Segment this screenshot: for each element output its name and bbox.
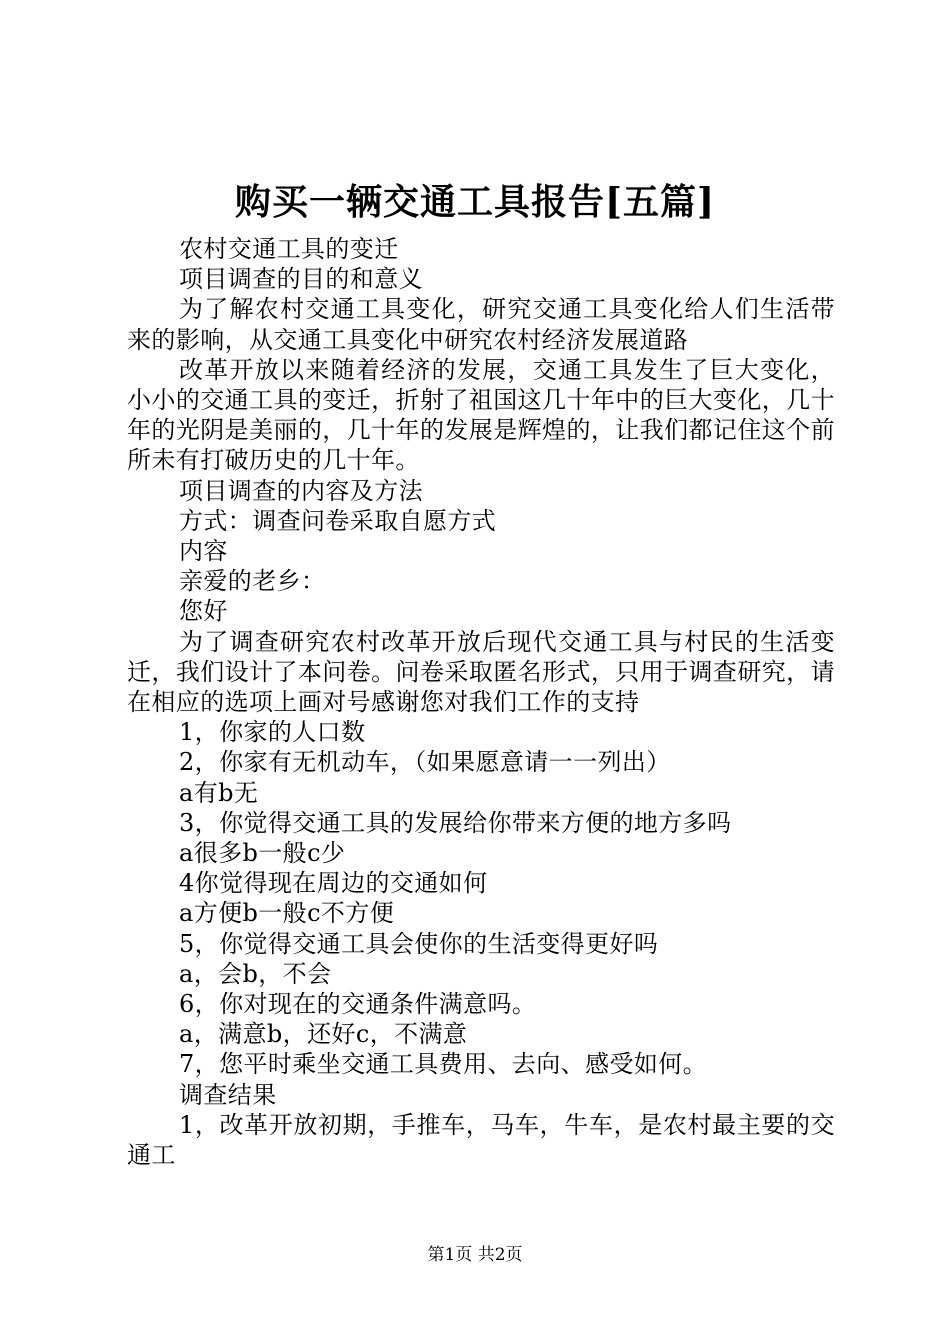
paragraph: 1，你家的人口数: [179, 718, 366, 747]
paragraph: 农村交通工具的变迁: [179, 235, 399, 263]
paragraph: 内容: [179, 537, 228, 566]
paragraph: 2，你家有无机动车，（如果愿意请一一列出）: [179, 748, 671, 777]
paragraph: 项目调查的目的和意义: [179, 265, 423, 294]
paragraph: 改革开放以来随着经济的发展，交通工具发生了巨大变化，小小的交通工具的变迁，折射了祖国这几十年中的巨大变化，几十年的光阴是美丽的，几十年的发展是辉煌的，让我们都记住这个前所未有打破历史的几十年。: [127, 355, 835, 475]
paragraph: a很多b一般c少: [179, 839, 346, 868]
paragraph: 调查结果: [179, 1080, 277, 1109]
paragraph: 1，改革开放初期，手推车，马车，牛车，是农村最主要的交通工: [127, 1110, 835, 1170]
paragraph: 方式：调查问卷采取自愿方式: [179, 506, 497, 535]
paragraph: 7，您平时乘坐交通工具费用、去向、感受如何。: [179, 1050, 708, 1079]
page-number-footer: 第1页 共2页: [427, 1245, 523, 1265]
document-body: [127, 234, 835, 1170]
paragraph: 您好: [179, 597, 228, 626]
paragraph: 为了调查研究农村改革开放后现代交通工具与村民的生活变迁，我们设计了本问卷。问卷采取匿名形式，只用于调查研究，请在相应的选项上画对号感谢您对我们工作的支持: [127, 627, 835, 717]
paragraph: a方便b一般c不方便: [179, 899, 395, 928]
paragraph: a，会b，不会: [179, 959, 332, 988]
paragraph: 亲爱的老乡：: [179, 567, 326, 596]
paragraph: 3，你觉得交通工具的发展给你带来方便的地方多吗: [179, 808, 732, 837]
paragraph: 5，你觉得交通工具会使你的生活变得更好吗: [179, 929, 659, 958]
paragraph: a有b无: [179, 778, 259, 807]
paragraph: 项目调查的内容及方法: [179, 476, 423, 505]
paragraph: 4你觉得现在周边的交通如何: [179, 869, 488, 898]
paragraph: 6，你对现在的交通条件满意吗。: [179, 990, 537, 1019]
paragraph: a，满意b，还好c，不满意: [179, 1020, 468, 1049]
paragraph: 为了解农村交通工具变化，研究交通工具变化给人们生活带来的影响，从交通工具变化中研究农村经济发展道路: [127, 295, 835, 354]
document-title: 购买一辆交通工具报告[五篇]: [234, 181, 716, 223]
